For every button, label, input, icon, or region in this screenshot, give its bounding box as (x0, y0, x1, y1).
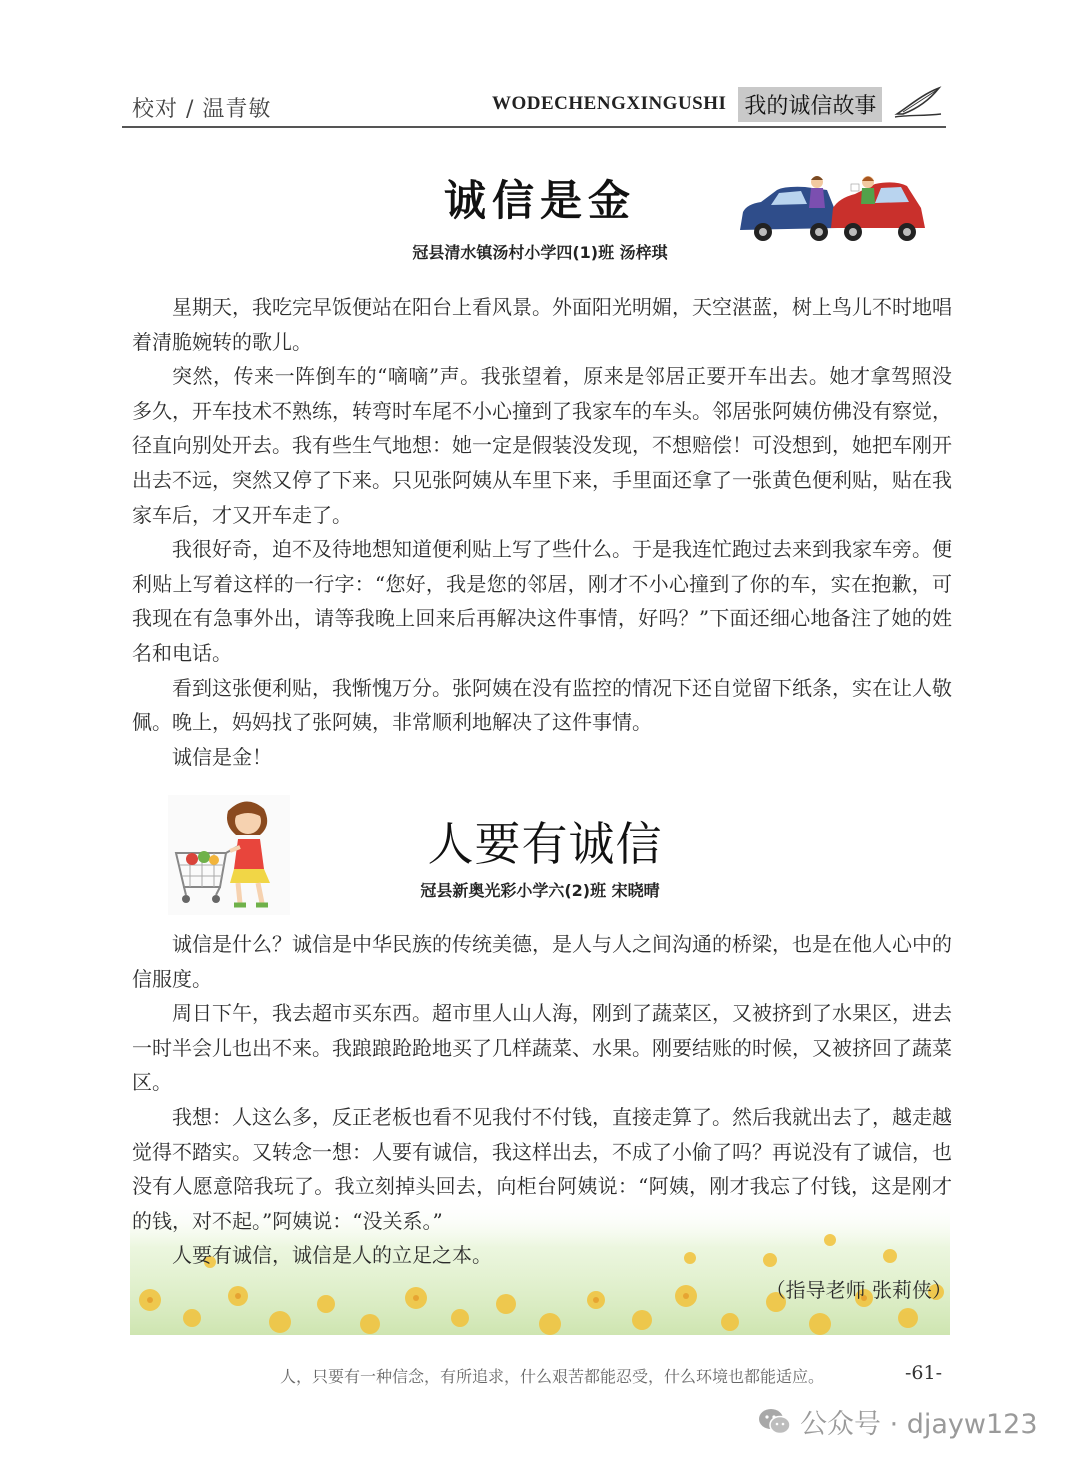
article2-paragraph: 诚信是什么？诚信是中华民族的传统美德，是人与人之间沟通的桥梁，也是在他人心中的信服度。 (132, 932, 952, 991)
article2-body (132, 927, 952, 1273)
header-rule (122, 126, 946, 128)
proofreader-credit: 校对 / 温青敏 (132, 97, 272, 122)
article1-title: 诚信是金 (443, 176, 636, 225)
article2-paragraph: 我想：人这么多，反正老板也看不见我付不付钱，直接走算了。然后我就出去了，越走越觉得不踏实。又转念一想：人要有诚信，我这样出去，不成了小偷了吗？再说没有了诚信，也没有人愿意陪我玩了。我立刻掉头回去，向柜台阿姨说：“阿姨，刚才我忘了付钱，这是刚才的钱，对不起。”阿姨说：“没关系。” (132, 1104, 952, 1233)
advisor-signature: （指导老师 张莉侠） (765, 1278, 952, 1302)
quill-pen-icon (893, 84, 943, 120)
wechat-icon (758, 1407, 792, 1437)
page-number: -61- (905, 1362, 943, 1384)
article1-paragraph: 我很好奇，迫不及待地想知道便利贴上写了些什么。于是我连忙跑过去来到我家车旁。便利贴上写着这样的一行字：“您好，我是您的邻居，刚才不小心撞到了你的车，实在抱歉，可我现在有急事外出，请等我晚上回来后再解决这件事情，好吗？”下面还细心地备注了她的姓名和电话。 (132, 537, 952, 665)
girl-shopping-cart-illustration (168, 795, 290, 915)
article1-byline: 冠县清水镇汤村小学四(1)班 汤梓琪 (412, 243, 668, 262)
article1-paragraph: 星期天，我吃完早饭便站在阳台上看风景。外面阳光明媚，天空湛蓝，树上鸟儿不时地唱着清脆婉转的歌儿。 (132, 295, 952, 354)
column-header (492, 88, 882, 120)
column-pinyin: WODECHENGXINGUSHI (492, 93, 727, 114)
article1-paragraph: 诚信是金！ (172, 744, 272, 769)
article2-title: 人要有诚信 (427, 817, 663, 871)
article1-paragraph: 突然，传来一阵倒车的“嘀嘀”声。我张望着，原来是邻居正要开车出去。她才拿驾照没多久，开车技术不熟练，转弯时车尾不小心撞到了我家车的车头。邻居张阿姨仿佛没有察觉，径直向别处开去。我有些生气地想：她一定是假装没发现，不想赔偿！可没想到，她把车刚开出去不远，突然又停了下来。只见张阿姨从车里下来，手里面还拿了一张黄色便利贴，贴在我家车后，才又开车走了。 (132, 364, 952, 527)
column-title: 我的诚信故事 (738, 87, 882, 122)
article1-paragraph: 看到这张便利贴，我惭愧万分。张阿姨在没有监控的情况下还自觉留下纸条，实在让人敬佩。晚上，妈妈找了张阿姨，非常顺利地解决了这件事情。 (132, 675, 952, 735)
watermark-text: 公众号 · djayw123 (800, 1409, 1038, 1440)
footer-motto: 人，只要有一种信念，有所追求，什么艰苦都能忍受，什么环境也都能适应。 (280, 1367, 825, 1386)
watermark (758, 1402, 1038, 1441)
cars-illustration (735, 172, 930, 250)
article2-byline: 冠县新奥光彩小学六(2)班 宋晓晴 (420, 881, 660, 900)
article2-paragraph: 周日下午，我去超市买东西。超市里人山人海，刚到了蔬菜区，又被挤到了水果区，进去一时半会儿也出不来。我踉踉跄跄地买了几样蔬菜、水果。刚要结账的时候，又被挤回了蔬菜区。 (132, 1001, 952, 1095)
article2-paragraph: 人要有诚信，诚信是人的立足之本。 (172, 1243, 492, 1268)
article1-body (132, 290, 952, 774)
